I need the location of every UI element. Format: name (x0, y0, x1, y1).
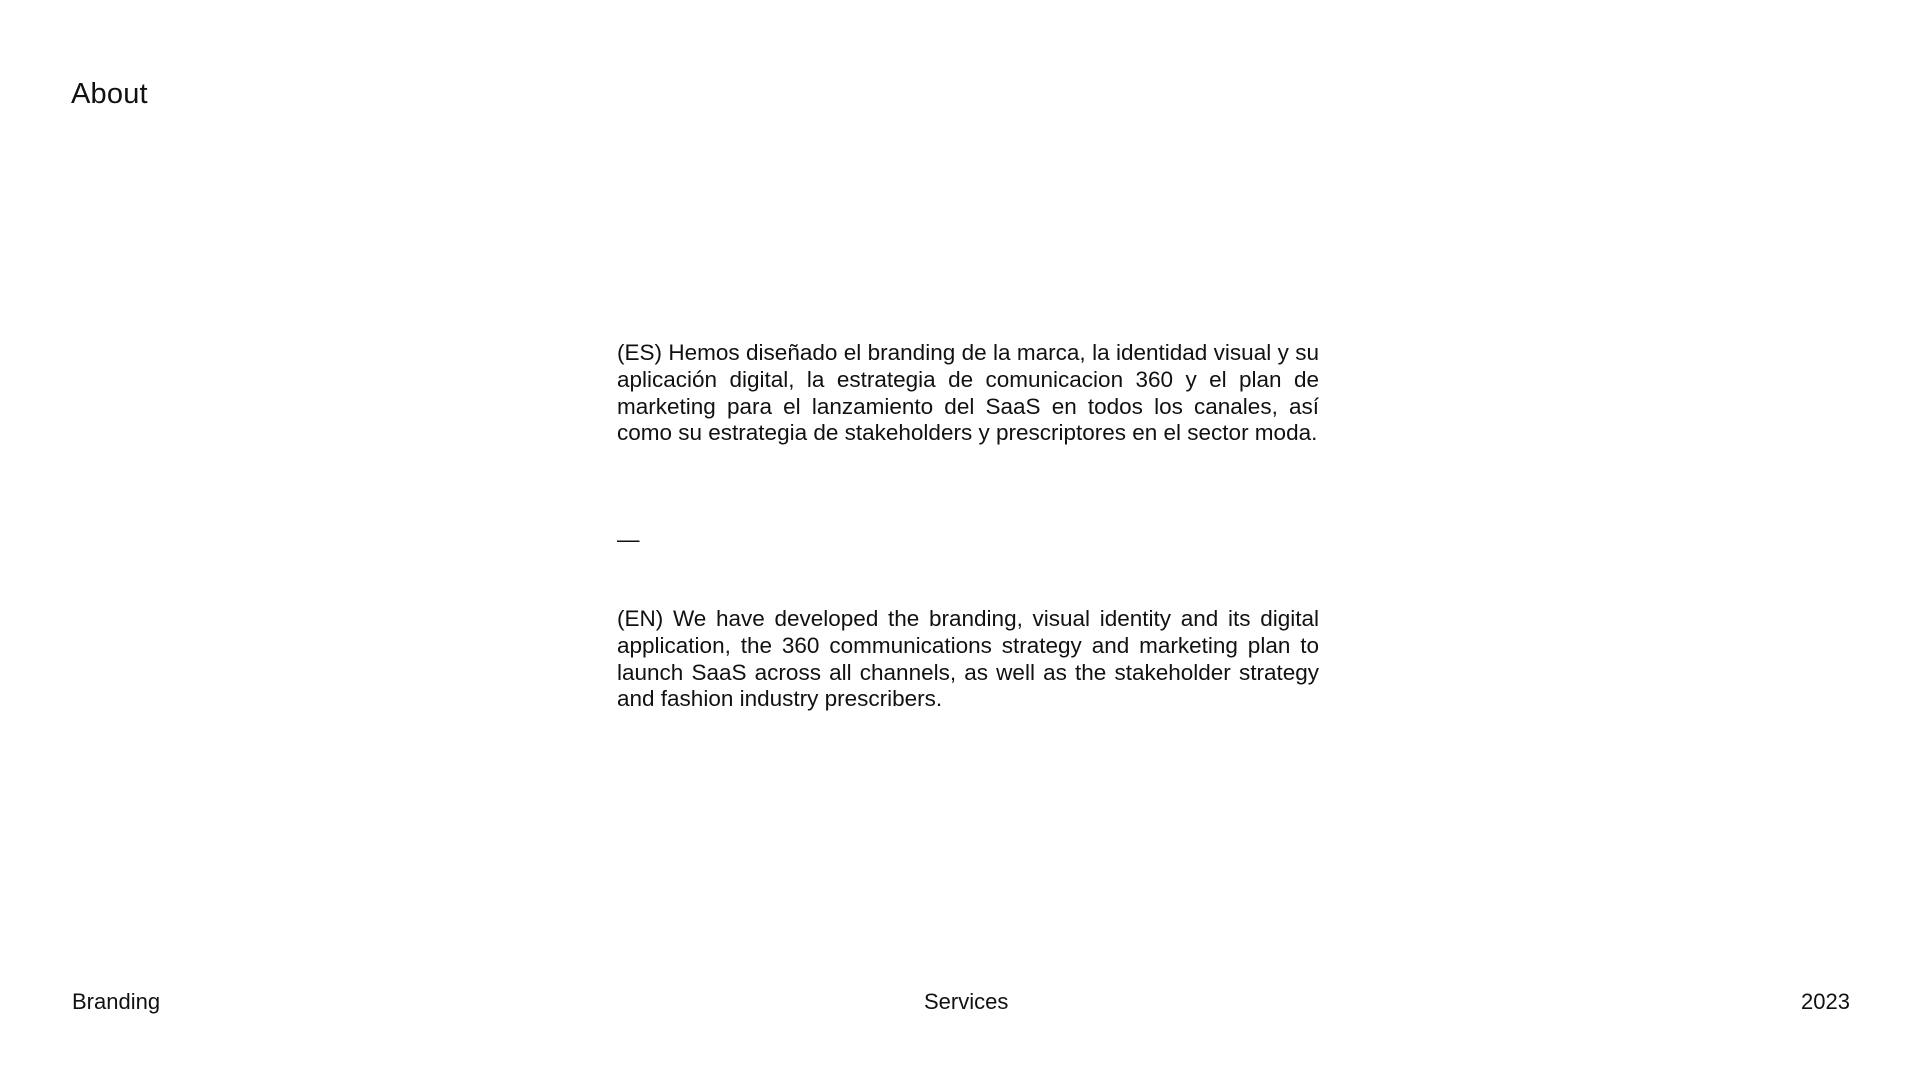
footer-services: Services (924, 989, 1009, 1014)
english-paragraph: (EN) We have developed the branding, visual identity and its digital application, the 360 communications strategy and marketing plan to launch SaaS across all channels, as well as the stakeholder strategy and fashion industry prescribers. (617, 605, 1319, 712)
footer-year: 2023 (1801, 989, 1850, 1014)
footer-branding: Branding (72, 989, 161, 1014)
page-title: About (71, 78, 148, 110)
about-text-block (617, 340, 1319, 713)
separator-dash: — (617, 527, 640, 553)
spanish-paragraph: (ES) Hemos diseñado el branding de la marca, la identidad visual y su aplicación digital, la estrategia de comunicacion 360 y el plan de marketing para el lanzamiento del SaaS en todos los canales, así como su estrategia de stakeholders y prescriptores en el sector moda. (617, 340, 1319, 446)
